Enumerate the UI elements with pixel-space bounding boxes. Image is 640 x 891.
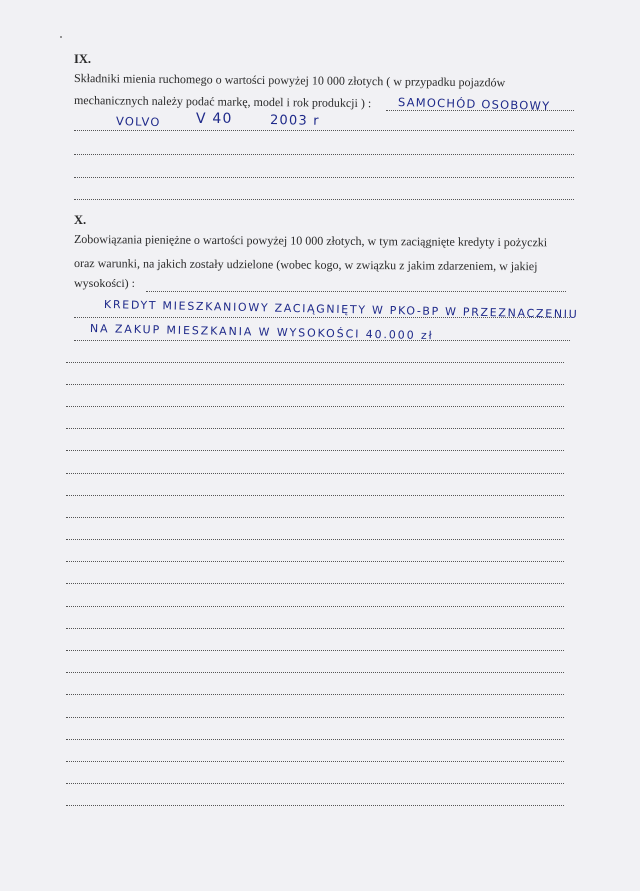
fill-line	[66, 672, 564, 673]
fill-line	[66, 406, 564, 407]
handwritten-vehicle-make: VOLVO	[115, 114, 161, 130]
fill-line	[66, 783, 564, 784]
fill-line	[66, 761, 564, 762]
fill-line	[74, 199, 574, 200]
fill-line	[66, 450, 564, 451]
fill-line	[66, 539, 564, 540]
handwritten-loan-line2: NA ZAKUP MIESZKANIA W WYSOKOŚCI 40.000 zł	[89, 322, 434, 343]
fill-line	[66, 583, 564, 584]
fill-line	[66, 495, 564, 496]
fill-line	[66, 694, 564, 695]
fill-line	[66, 384, 564, 385]
handwritten-vehicle-type: SAMOCHÓD OSOBOWY	[397, 95, 551, 113]
handwritten-vehicle-model: V 40	[196, 111, 233, 127]
handwritten-loan-line1: KREDYT MIESZKANIOWY ZACIĄGNIĘTY W PKO-BP W PRZEZNACZENIU	[103, 298, 579, 321]
scan-speck	[60, 36, 62, 38]
fill-line	[66, 561, 564, 562]
fill-line	[74, 340, 570, 341]
fill-line	[146, 291, 566, 292]
section-x-text-line1: Zobowiązania pieniężne o wartości powyżej 10 000 złotych, w tym zaciągnięte kredyty i pożyczki	[73, 232, 548, 250]
section-x-text-line3: wysokości) :	[74, 276, 135, 290]
fill-line	[66, 650, 564, 651]
section-x-number: X.	[74, 213, 87, 227]
section-ix-number: IX.	[74, 52, 92, 66]
fill-line	[66, 717, 564, 718]
fill-line	[66, 606, 564, 607]
section-ix-text-line2: mechanicznych należy podać markę, model i rok produkcji ) :	[73, 93, 372, 111]
fill-line	[66, 628, 564, 629]
section-ix-text-line1: Składniki mienia ruchomego o wartości powyżej 10 000 złotych ( w przypadku pojazdów	[73, 71, 506, 90]
fill-line	[66, 739, 564, 740]
fill-line	[74, 154, 574, 155]
handwritten-vehicle-year: 2003 r	[269, 113, 320, 129]
fill-line	[66, 805, 564, 806]
fill-line	[74, 130, 574, 131]
fill-line	[66, 362, 564, 363]
fill-line	[66, 517, 564, 518]
fill-line	[66, 473, 564, 474]
fill-line	[74, 177, 574, 178]
fill-line	[66, 428, 564, 429]
section-x-text-line2: oraz warunki, na jakich zostały udzielone (wobec kogo, w związku z jakim zdarzeniem, w jakiej	[73, 256, 538, 274]
